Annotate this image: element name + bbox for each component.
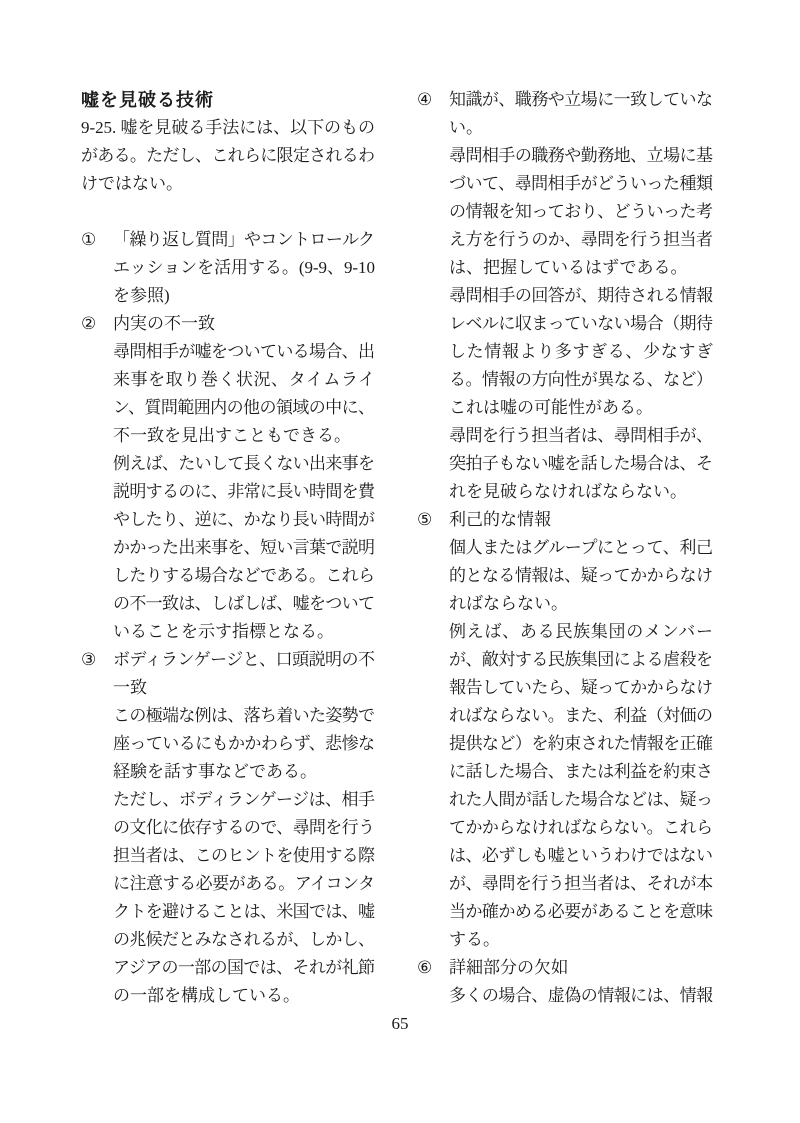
list-item [417, 506, 713, 954]
text-line: 来事を取り巻く状況、タイムライ [113, 370, 376, 389]
text-line: 経験を話す事などである。 [113, 762, 317, 781]
right-column [417, 86, 713, 1010]
list-item [81, 226, 375, 310]
text-line: する。 [449, 930, 500, 949]
text-line: る。情報の方向性が異なる、など） [449, 370, 713, 389]
list-item [81, 310, 375, 646]
text-line: アジアの一部の国では、それが礼節 [113, 958, 375, 977]
text-line: 多くの場合、虚偽の情報には、情報 [449, 986, 713, 1005]
page-number: 65 [391, 1014, 409, 1033]
text-line: した情報より多すぎる、少なすぎ [449, 342, 714, 361]
text-line: れを見破らなければならない。 [449, 482, 687, 501]
text-line: 突拍子もない嘘を話した場合は、そ [449, 454, 713, 473]
text-line: の文化に依存するので、尋問を行う [113, 818, 375, 837]
item-marker: ② [81, 314, 97, 333]
text-line: ればならない。また、利益（対価の [449, 706, 713, 725]
text-line: の一部を構成している。 [113, 986, 300, 1005]
text-line: 提供など）を約束された情報を正確 [449, 734, 713, 753]
text-line: の情報を知っており、どういった考 [449, 202, 713, 221]
text-line: は、把握しているはずである。 [449, 258, 688, 277]
list-item [417, 86, 713, 506]
text-line: レベルに収まっていない場合（期待 [449, 314, 713, 333]
text-line: クトを避けることは、米国では、嘘 [113, 902, 375, 921]
text-line: に話した場合、または利益を約束さ [449, 762, 713, 781]
text-line: は、必ずしも嘘というわけではない [449, 846, 713, 865]
item-marker: ⑥ [417, 958, 433, 977]
list-item [81, 646, 375, 1010]
text-line: 例えば、ある民族集団のメンバー [449, 622, 714, 641]
text-line: が、尋問を行う担当者は、それが本 [449, 874, 713, 893]
text-line: 内実の不一致 [113, 314, 215, 333]
text-line: けではない。 [81, 174, 183, 193]
text-line: かかった出来事を、短い言葉で説明 [113, 538, 375, 557]
text-line: ればならない。 [449, 594, 568, 613]
text-line: を参照) [113, 286, 170, 305]
text-line: 座っているにもかかわらず、悲惨な [113, 734, 375, 753]
text-line: 報告していたら、疑ってかからなけ [449, 678, 713, 697]
item-marker: ⑤ [417, 510, 433, 529]
text-line: れた人間が話した場合などは、疑っ [449, 790, 713, 809]
text-line: 担当者は、このヒントを使用する際 [113, 846, 375, 865]
text-line: の不一致は、しばしば、嘘をついて [113, 594, 375, 613]
text-line: この極端な例は、落ち着いた姿勢で [113, 706, 375, 725]
text-line: これは嘘の可能性がある。 [449, 398, 653, 417]
text-line: づいて、尋問相手がどういった種類 [449, 174, 713, 193]
text-line: い。 [449, 118, 483, 137]
text-line: ただし、ボディランゲージは、相手 [113, 790, 375, 809]
text-line: 当か確かめる必要があることを意味 [449, 902, 713, 921]
text-line: いることを示す指標となる。 [113, 622, 334, 641]
text-line: ボディランゲージと、口頭説明の不 [113, 650, 375, 669]
text-line: の兆候だとみなされるが、しかし、 [113, 930, 375, 949]
text-line: に注意する必要がある。アイコンタ [113, 874, 375, 893]
text-line: エッションを活用する。(9-9、9-10 [113, 258, 375, 277]
text-line: 利己的な情報 [449, 510, 551, 529]
blank-line [81, 198, 375, 226]
text-line: したりする場合などである。これら [113, 566, 375, 585]
text-line: 個人またはグループにとって、利己 [449, 538, 713, 557]
text-line: が、敵対する民族集団による虐殺を [449, 650, 713, 669]
text-line: 詳細部分の欠如 [449, 958, 568, 977]
text-line: 9-25. 嘘を見破る手法には、以下のもの [81, 118, 375, 137]
item-marker: ① [81, 230, 97, 249]
text-line: 尋問を行う担当者は、尋問相手が、 [449, 426, 713, 445]
item-marker: ③ [81, 650, 97, 669]
list-item [417, 954, 713, 1010]
left-column [81, 86, 375, 1010]
text-line: 的となる情報は、疑ってかからなけ [449, 566, 713, 585]
item-marker: ④ [417, 90, 433, 109]
text-line: 知識が、職務や立場に一致していな [449, 90, 713, 109]
text-line: やしたり、逆に、かなり長い時間が [113, 510, 375, 529]
text-line: てかからなければならない。これら [449, 818, 713, 837]
text-line: 不一致を見出すこともできる。 [113, 426, 351, 445]
section-heading: 嘘を見破る技術 [81, 90, 214, 110]
text-line: え方を行うのか、尋問を行う担当者 [449, 230, 713, 249]
text-line: 「繰り返し質問」やコントロールク [113, 230, 375, 249]
text-line: 尋問相手が嘘をついている場合、出 [113, 342, 375, 361]
text-line: 説明するのに、非常に長い時間を費 [113, 482, 375, 501]
text-line: ン、質問範囲内の他の領域の中に、 [113, 398, 375, 417]
text-line: 例えば、たいして長くない出来事を [113, 454, 375, 473]
text-line: 尋問相手の回答が、期待される情報 [449, 286, 713, 305]
text-line: 尋問相手の職務や勤務地、立場に基 [449, 146, 713, 165]
text-line: 一致 [113, 678, 147, 697]
text-line: がある。ただし、これらに限定されるわ [81, 146, 375, 165]
